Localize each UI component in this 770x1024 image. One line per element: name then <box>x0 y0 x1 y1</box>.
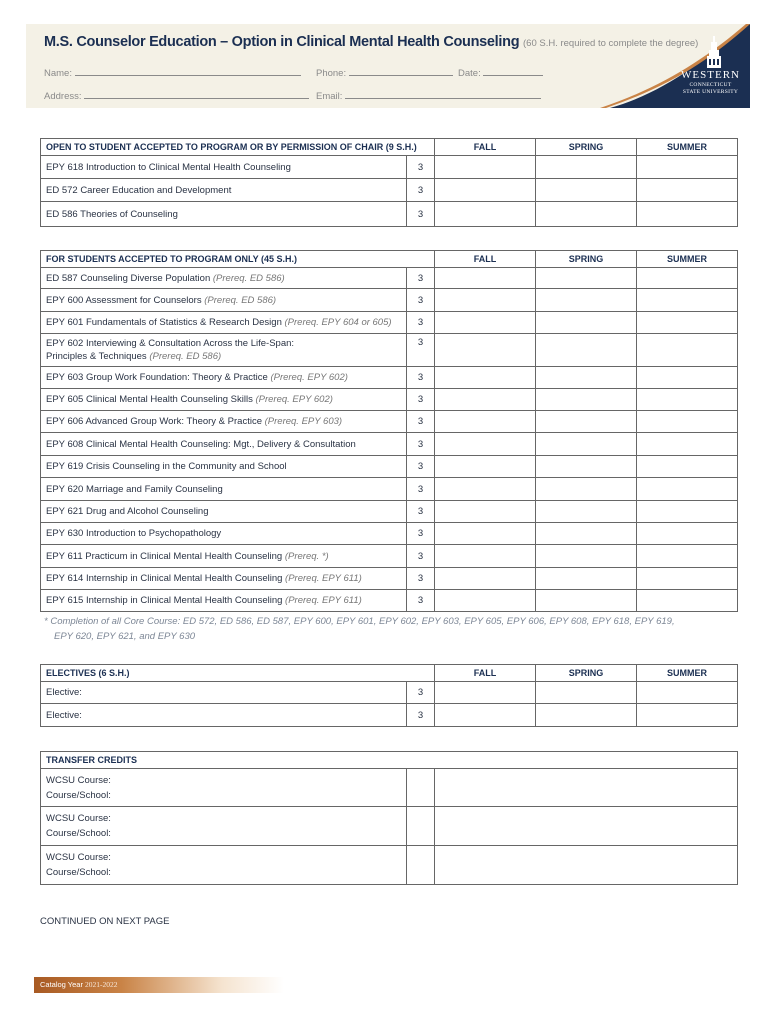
fall-cell[interactable] <box>435 433 536 456</box>
summer-cell[interactable] <box>637 568 738 590</box>
table-row <box>41 545 738 568</box>
fall-cell[interactable] <box>435 179 536 202</box>
spring-cell[interactable] <box>536 289 637 312</box>
transfer-notes-cell[interactable] <box>435 846 738 885</box>
section-title: ELECTIVES (6 S.H.) <box>41 665 435 682</box>
spring-cell[interactable] <box>536 433 637 456</box>
fall-cell[interactable] <box>435 289 536 312</box>
summer-cell[interactable] <box>637 202 738 227</box>
fall-cell[interactable] <box>435 568 536 590</box>
credit-hours: 3 <box>407 433 435 456</box>
spring-cell[interactable] <box>536 501 637 523</box>
prerequisite: (Prereq. EPY 602) <box>255 394 333 405</box>
transfer-notes-cell[interactable] <box>435 807 738 846</box>
summer-cell[interactable] <box>637 478 738 501</box>
summer-cell[interactable] <box>637 367 738 389</box>
credit-hours: 3 <box>407 545 435 568</box>
summer-cell[interactable] <box>637 501 738 523</box>
section-title: FOR STUDENTS ACCEPTED TO PROGRAM ONLY (45 S.H.) <box>41 251 435 268</box>
transfer-credits-cell[interactable] <box>407 807 435 846</box>
address-line: Address: <box>44 89 309 102</box>
course-name: ED 572 Career Education and Development <box>41 179 407 202</box>
spring-cell[interactable] <box>536 545 637 568</box>
table-row <box>41 411 738 433</box>
transfer-notes-cell[interactable] <box>435 769 738 807</box>
fall-cell[interactable] <box>435 312 536 334</box>
prerequisite: (Prereq. EPY 611) <box>285 573 362 584</box>
table-row <box>41 501 738 523</box>
course-name: EPY 600 Assessment for Counselors (Prereq. ED 586) <box>41 289 407 312</box>
fall-cell[interactable] <box>435 389 536 411</box>
credit-hours: 3 <box>407 568 435 590</box>
table-row <box>41 568 738 590</box>
table-row <box>41 846 738 885</box>
spring-cell[interactable] <box>536 590 637 612</box>
fall-cell[interactable] <box>435 478 536 501</box>
prerequisite: (Prereq. *) <box>284 550 329 562</box>
summer-cell[interactable] <box>637 411 738 433</box>
email-field[interactable] <box>345 89 541 99</box>
course-name: EPY 630 Introduction to Psychopathology <box>41 523 407 545</box>
elective-field[interactable]: Elective: <box>41 682 407 704</box>
summer-cell[interactable] <box>637 545 738 568</box>
spring-column-header: SPRING <box>536 251 637 268</box>
table-row <box>41 478 738 501</box>
spring-cell[interactable] <box>536 523 637 545</box>
summer-column-header: SUMMER <box>637 251 738 268</box>
course-name: EPY 618 Introduction to Clinical Mental Health Counseling <box>41 156 407 179</box>
summer-cell[interactable] <box>637 456 738 478</box>
date-line: Date: <box>458 66 543 79</box>
course-name: EPY 611 Practicum in Clinical Mental Health Counseling (Prereq. *) <box>41 545 407 568</box>
course-name: EPY 621 Drug and Alcohol Counseling <box>41 501 407 523</box>
section-title: OPEN TO STUDENT ACCEPTED TO PROGRAM OR BY PERMISSION OF CHAIR (9 S.H.) <box>41 139 435 156</box>
university-tower-icon <box>706 36 722 68</box>
continued-note: CONTINUED ON NEXT PAGE <box>40 916 170 927</box>
course-name: ED 586 Theories of Counseling <box>41 202 407 227</box>
transfer-course-field[interactable]: WCSU Course: Course/School: <box>41 846 407 885</box>
course-name: EPY 619 Crisis Counseling in the Community and School <box>41 456 407 478</box>
credit-hours: 3 <box>407 289 435 312</box>
spring-cell[interactable] <box>536 367 637 389</box>
fall-cell[interactable] <box>435 202 536 227</box>
credit-hours: 3 <box>407 704 435 727</box>
transfer-course-field[interactable]: WCSU Course: Course/School: <box>41 769 407 807</box>
table-row <box>41 179 738 202</box>
page-title: M.S. Counselor Education – Option in Clinical Mental Health Counseling (60 S.H. required to complete the degree) <box>44 34 699 50</box>
spring-cell[interactable] <box>536 179 637 202</box>
table-row <box>41 682 738 704</box>
table-row <box>41 590 738 612</box>
core-accepted-table <box>40 250 738 612</box>
prerequisite: (Prereq. ED 586) <box>149 351 222 362</box>
elective-field[interactable]: Elective: <box>41 704 407 727</box>
credit-hours: 3 <box>407 334 435 367</box>
email-line: Email: <box>316 89 541 102</box>
credit-hours: 3 <box>407 456 435 478</box>
credit-hours: 3 <box>407 367 435 389</box>
summer-cell[interactable] <box>637 682 738 704</box>
credit-hours: 3 <box>407 523 435 545</box>
course-name: ED 587 Counseling Diverse Population (Prereq. ED 586) <box>41 268 407 289</box>
spring-cell[interactable] <box>536 202 637 227</box>
logo-banner <box>600 24 750 108</box>
phone-line: Phone: <box>316 66 453 79</box>
name-line: Name: <box>44 66 301 79</box>
table-row <box>41 704 738 727</box>
fall-cell[interactable] <box>435 501 536 523</box>
table-row <box>41 334 738 367</box>
fall-cell[interactable] <box>435 156 536 179</box>
table-row <box>41 312 738 334</box>
course-name: EPY 605 Clinical Mental Health Counseling Skills (Prereq. EPY 602) <box>41 389 407 411</box>
summer-cell[interactable] <box>637 156 738 179</box>
course-name: EPY 620 Marriage and Family Counseling <box>41 478 407 501</box>
credit-hours: 3 <box>407 682 435 704</box>
course-name: EPY 615 Internship in Clinical Mental Health Counseling (Prereq. EPY 611) <box>41 590 407 612</box>
phone-field[interactable] <box>349 66 453 76</box>
spring-cell[interactable] <box>536 478 637 501</box>
university-logo: WESTERN CONNECTICUT STATE UNIVERSITY <box>681 69 740 95</box>
credit-hours: 3 <box>407 156 435 179</box>
prerequisite: (Prereq. EPY 604 or 605) <box>284 317 392 328</box>
table-row <box>41 367 738 389</box>
fall-cell[interactable] <box>435 545 536 568</box>
credit-hours: 3 <box>407 312 435 334</box>
summer-cell[interactable] <box>637 179 738 202</box>
credit-hours: 3 <box>407 202 435 227</box>
date-field[interactable] <box>483 66 543 76</box>
credit-requirement: (60 S.H. required to complete the degree) <box>523 38 699 49</box>
section-title: TRANSFER CREDITS <box>41 752 738 769</box>
summer-cell[interactable] <box>637 704 738 727</box>
spring-cell[interactable] <box>536 268 637 289</box>
summer-cell[interactable] <box>637 433 738 456</box>
address-field[interactable] <box>84 89 309 99</box>
fall-column-header: FALL <box>435 139 536 156</box>
fall-cell[interactable] <box>435 268 536 289</box>
fall-cell[interactable] <box>435 682 536 704</box>
spring-cell[interactable] <box>536 568 637 590</box>
fall-column-header: FALL <box>435 665 536 682</box>
spring-cell[interactable] <box>536 411 637 433</box>
summer-cell[interactable] <box>637 590 738 612</box>
credit-hours: 3 <box>407 179 435 202</box>
transfer-credits-table <box>40 751 738 885</box>
course-name: EPY 606 Advanced Group Work: Theory & Practice (Prereq. EPY 603) <box>41 411 407 433</box>
course-name: EPY 614 Internship in Clinical Mental Health Counseling (Prereq. EPY 611) <box>41 568 407 590</box>
table-row <box>41 523 738 545</box>
fall-cell[interactable] <box>435 523 536 545</box>
table-header-row <box>41 665 738 682</box>
table-header-row <box>41 251 738 268</box>
summer-cell[interactable] <box>637 289 738 312</box>
table-row <box>41 807 738 846</box>
spring-cell[interactable] <box>536 389 637 411</box>
summer-column-header: SUMMER <box>637 139 738 156</box>
prerequisite: (Prereq. ED 586) <box>204 294 277 306</box>
catalog-year-bar: Catalog Year 2021-2022 <box>34 977 284 993</box>
fall-column-header: FALL <box>435 251 536 268</box>
spring-cell[interactable] <box>536 156 637 179</box>
credit-hours: 3 <box>407 478 435 501</box>
spring-cell[interactable] <box>536 682 637 704</box>
table-row <box>41 156 738 179</box>
spring-cell[interactable] <box>536 456 637 478</box>
prerequisite: (Prereq. EPY 602) <box>270 372 348 383</box>
summer-cell[interactable] <box>637 523 738 545</box>
fall-cell[interactable] <box>435 411 536 433</box>
table-header-row <box>41 752 738 769</box>
spring-column-header: SPRING <box>536 665 637 682</box>
fall-cell[interactable] <box>435 590 536 612</box>
name-field[interactable] <box>75 66 301 76</box>
transfer-credits-cell[interactable] <box>407 769 435 807</box>
table-row <box>41 289 738 312</box>
fall-cell[interactable] <box>435 367 536 389</box>
course-name: EPY 603 Group Work Foundation: Theory & Practice (Prereq. EPY 602) <box>41 367 407 389</box>
transfer-course-field[interactable]: WCSU Course: Course/School: <box>41 807 407 846</box>
table-row <box>41 433 738 456</box>
spring-cell[interactable] <box>536 334 637 367</box>
summer-cell[interactable] <box>637 389 738 411</box>
prerequisite: (Prereq. EPY 603) <box>264 416 343 427</box>
course-name: EPY 602 Interviewing & Consultation Across the Life-Span: Principles & Techniques (Prereq. ED 586) <box>41 334 407 367</box>
credit-hours: 3 <box>407 389 435 411</box>
table-header-row <box>41 139 738 156</box>
credit-hours: 3 <box>407 501 435 523</box>
fall-cell[interactable] <box>435 334 536 367</box>
table-row <box>41 769 738 807</box>
credit-hours: 3 <box>407 268 435 289</box>
spring-cell[interactable] <box>536 312 637 334</box>
summer-column-header: SUMMER <box>637 665 738 682</box>
course-name: EPY 601 Fundamentals of Statistics & Research Design (Prereq. EPY 604 or 605) <box>41 312 407 334</box>
summer-cell[interactable] <box>637 334 738 367</box>
electives-table <box>40 664 738 727</box>
summer-cell[interactable] <box>637 268 738 289</box>
credit-hours: 3 <box>407 590 435 612</box>
fall-cell[interactable] <box>435 456 536 478</box>
table-row <box>41 202 738 227</box>
transfer-credits-cell[interactable] <box>407 846 435 885</box>
credit-hours: 3 <box>407 411 435 433</box>
fall-cell[interactable] <box>435 704 536 727</box>
prerequisite: (Prereq. ED 586) <box>212 272 285 284</box>
prerequisite: (Prereq. EPY 611) <box>285 595 362 606</box>
core-open-table <box>40 138 738 227</box>
table-row <box>41 456 738 478</box>
summer-cell[interactable] <box>637 312 738 334</box>
core-course-footnote: * Completion of all Core Course: ED 572, ED 586, ED 587, EPY 600, EPY 601, EPY 602, EPY 603, EPY 605, EPY 606, EPY 608, EPY 618, EPY 619, EPY 620, EPY 621, and EPY 630 <box>44 616 675 642</box>
table-row <box>41 389 738 411</box>
table-row <box>41 268 738 289</box>
form-header <box>26 24 750 108</box>
spring-cell[interactable] <box>536 704 637 727</box>
spring-column-header: SPRING <box>536 139 637 156</box>
course-name: EPY 608 Clinical Mental Health Counseling: Mgt., Delivery & Consultation <box>41 433 407 456</box>
